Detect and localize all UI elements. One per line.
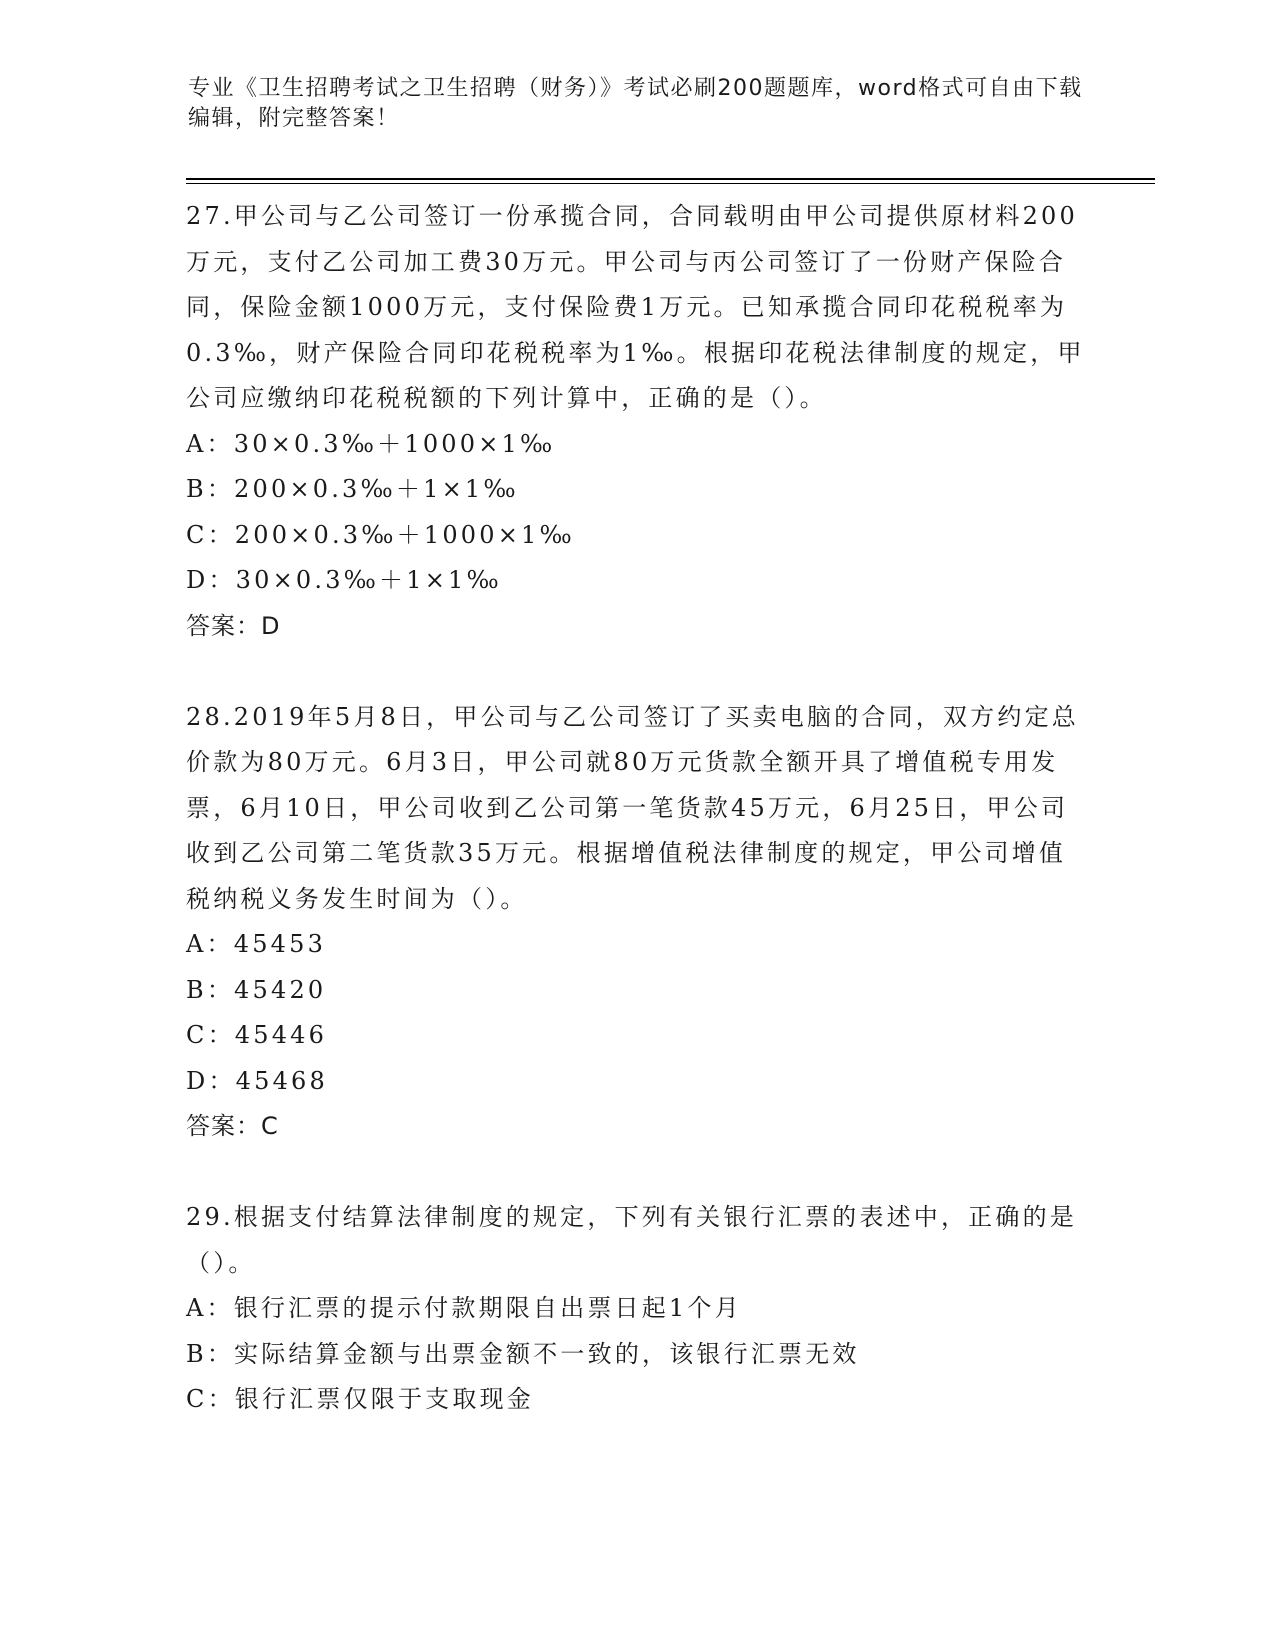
question-27 <box>186 194 1086 649</box>
option-a: A：45453 <box>186 930 327 958</box>
question-29 <box>186 1195 1086 1423</box>
option-b: B：45420 <box>186 975 327 1004</box>
question-28 <box>186 695 1086 1150</box>
header-divider-thick <box>186 178 1155 180</box>
option-a: A：银行汇票的提示付款期限自出票日起1个月 <box>186 1294 742 1322</box>
option-c: C：45446 <box>186 1021 328 1049</box>
question-stem: 27.甲公司与乙公司签订一份承揽合同，合同载明由甲公司提供原材料200万元，支付乙公司加工费30万元。甲公司与丙公司签订了一份财产保险合同，保险金额1000万元，支付保险费1万元。已知承揽合同印花税税率为0.3‰，财产保险合同印花税税率为1‰。根据印花税法律制度的规定，甲公司应缴纳印花税税额的下列计算中，正确的是（）。 <box>186 202 1085 412</box>
option-b: B：200×0.3‰＋1×1‰ <box>186 475 519 503</box>
document-header: 专业《卫生招聘考试之卫生招聘（财务）》考试必刷200题题库，word格式可自由下载编辑，附完整答案！ <box>188 76 1083 131</box>
option-b: B：实际结算金额与出票金额不一致的，该银行汇票无效 <box>186 1339 860 1368</box>
option-c: C：银行汇票仅限于支取现金 <box>186 1385 534 1413</box>
answer-label: 答案：C <box>186 1112 279 1140</box>
question-stem: 28.2019年5月8日，甲公司与乙公司签订了买卖电脑的合同，双方约定总价款为80万元。6月3日，甲公司就80万元货款全额开具了增值税专用发票，6月10日，甲公司收到乙公司第一笔货款45万元，6月25日，甲公司收到乙公司第二笔货款35万元。根据增值税法律制度的规定，甲公司增值税纳税义务发生时间为（）。 <box>186 702 1079 913</box>
answer-label: 答案：D <box>186 611 281 640</box>
question-list <box>186 194 1086 1423</box>
option-a: A：30×0.3‰＋1000×1‰ <box>186 429 556 458</box>
option-d: D：30×0.3‰＋1×1‰ <box>186 566 502 594</box>
question-stem: 29.根据支付结算法律制度的规定，下列有关银行汇票的表述中，正确的是（）。 <box>186 1203 1077 1277</box>
option-c: C：200×0.3‰＋1000×1‰ <box>186 520 575 549</box>
option-d: D：45468 <box>186 1066 328 1095</box>
header-divider-thin <box>186 183 1155 184</box>
